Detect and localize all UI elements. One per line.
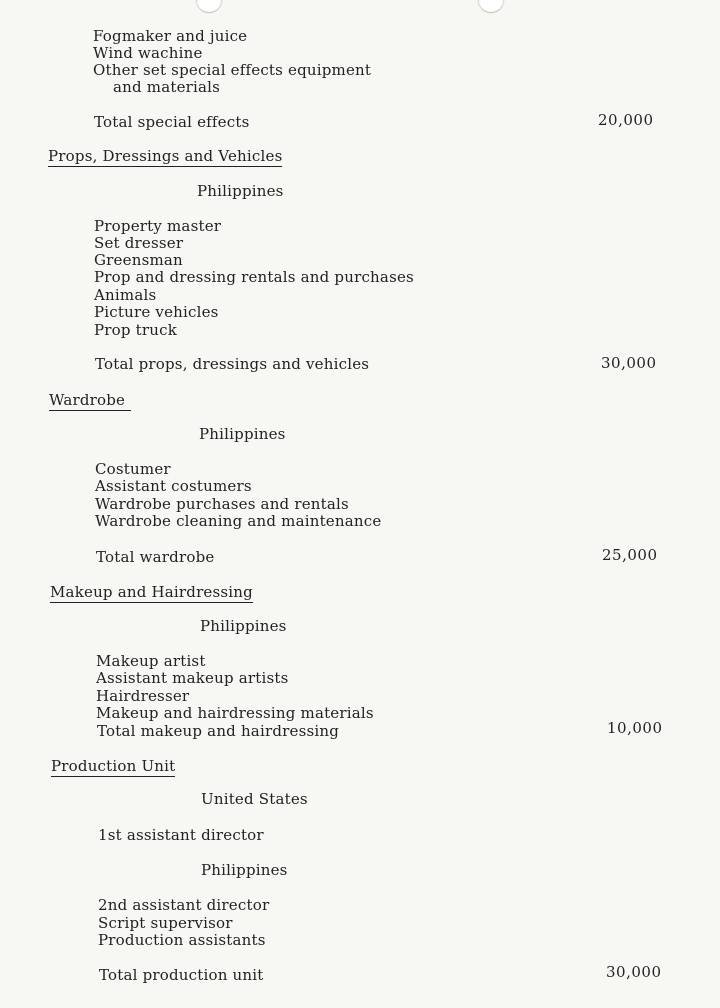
production-heading: Production Unit bbox=[51, 757, 176, 775]
makeup-item: Assistant makeup artists bbox=[96, 669, 289, 687]
wardrobe-location: Philippines bbox=[199, 425, 286, 443]
production-ph-item: Script supervisor bbox=[98, 914, 233, 932]
production-location-ph: Philippines bbox=[201, 861, 288, 879]
special-effects-total-amount: 20,000 bbox=[598, 111, 654, 129]
wardrobe-item: Wardrobe cleaning and maintenance bbox=[95, 512, 382, 530]
props-heading: Props, Dressings and Vehicles bbox=[48, 147, 283, 165]
props-item: Animals bbox=[94, 286, 157, 304]
props-total-amount: 30,000 bbox=[601, 354, 657, 372]
production-ph-item: Production assistants bbox=[98, 931, 266, 949]
production-us-item: 1st assistant director bbox=[98, 826, 264, 844]
production-ph-item: 2nd assistant director bbox=[98, 896, 270, 914]
punch-hole-right bbox=[478, 0, 504, 12]
props-location: Philippines bbox=[197, 182, 284, 200]
props-item: Prop and dressing rentals and purchases bbox=[94, 268, 414, 286]
special-effects-item: Wind wachine bbox=[93, 44, 203, 62]
special-effects-item: and materials bbox=[113, 78, 221, 96]
wardrobe-item: Assistant costumers bbox=[95, 477, 252, 495]
special-effects-item: Other set special effects equipment bbox=[93, 61, 372, 79]
makeup-item: Makeup artist bbox=[96, 652, 206, 670]
makeup-total-amount: 10,000 bbox=[607, 719, 663, 737]
makeup-heading: Makeup and Hairdressing bbox=[50, 583, 253, 601]
wardrobe-heading: Wardrobe bbox=[49, 392, 131, 411]
props-item: Set dresser bbox=[94, 234, 184, 252]
wardrobe-item: Wardrobe purchases and rentals bbox=[95, 495, 349, 513]
special-effects-total-label: Total special effects bbox=[94, 113, 250, 131]
makeup-item: Hairdresser bbox=[96, 687, 190, 705]
props-total-label: Total props, dressings and vehicles bbox=[95, 355, 370, 373]
wardrobe-total-amount: 25,000 bbox=[602, 546, 658, 564]
wardrobe-total-label: Total wardrobe bbox=[96, 548, 215, 566]
special-effects-item: Fogmaker and juice bbox=[93, 27, 248, 45]
props-item: Prop truck bbox=[94, 321, 178, 339]
makeup-total-label: Total makeup and hairdressing bbox=[97, 722, 340, 740]
wardrobe-item: Costumer bbox=[95, 460, 171, 478]
production-total-label: Total production unit bbox=[99, 966, 264, 984]
makeup-location: Philippines bbox=[200, 617, 287, 635]
props-item: Greensman bbox=[94, 251, 183, 269]
punch-hole-left bbox=[196, 0, 222, 12]
props-item: Property master bbox=[94, 217, 222, 235]
production-total-amount: 30,000 bbox=[606, 963, 662, 981]
makeup-item: Makeup and hairdressing materials bbox=[96, 704, 374, 722]
props-item: Picture vehicles bbox=[94, 303, 219, 321]
production-location-us: United States bbox=[201, 790, 308, 808]
